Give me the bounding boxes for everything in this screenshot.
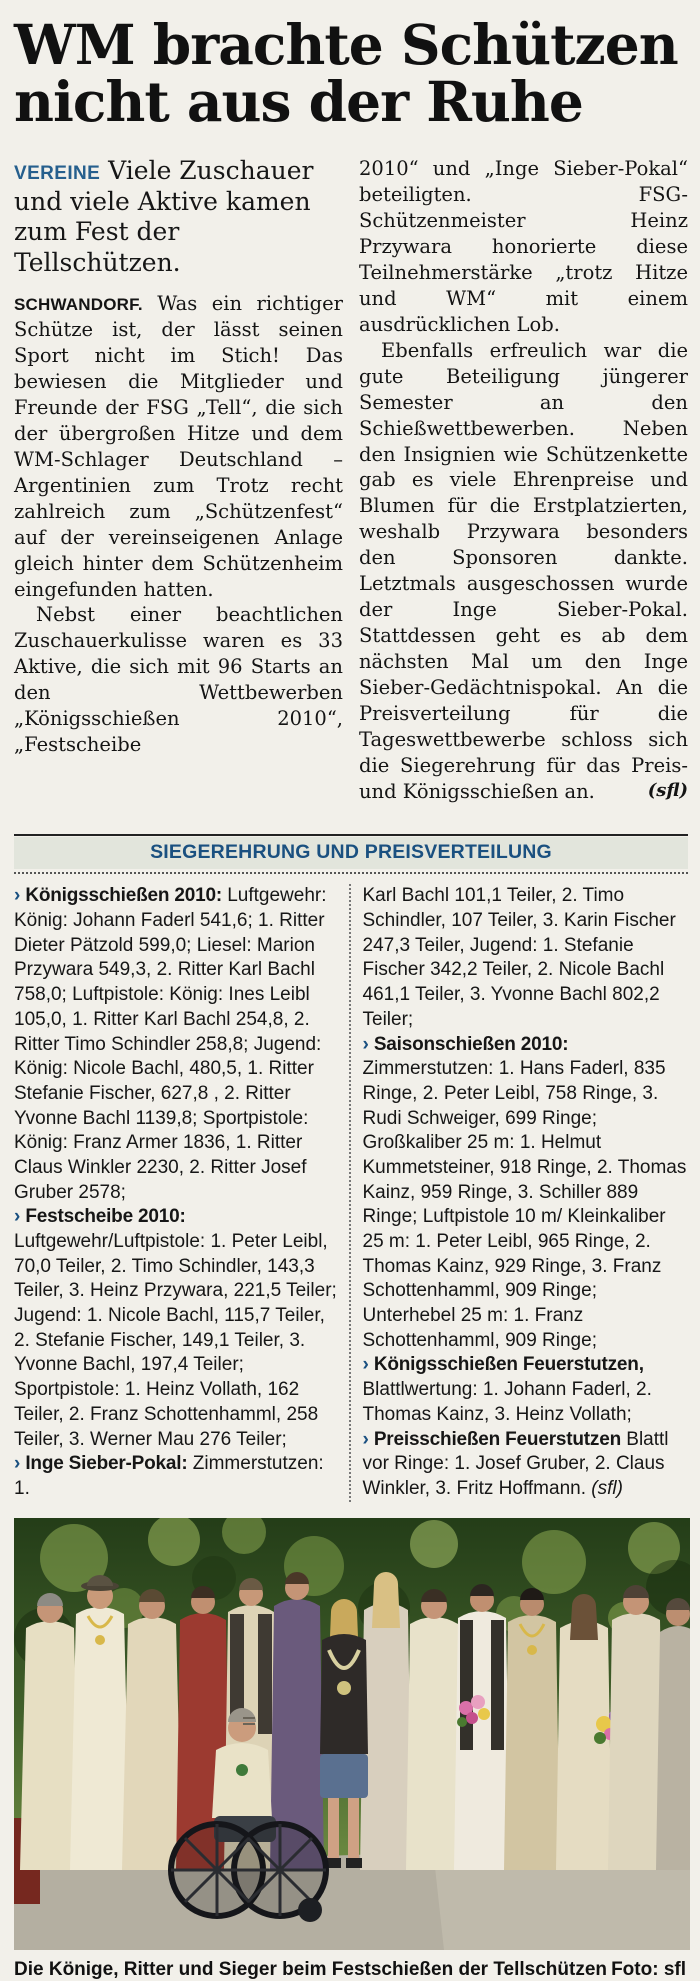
group-photo-illustration [14, 1518, 690, 1950]
result-label: Königsschießen 2010: [25, 885, 222, 907]
chevron-bullet-icon: › [14, 1453, 21, 1475]
article-column-right [359, 156, 688, 804]
result-entry [14, 884, 340, 1205]
result-text: Zimmerstutzen: 1. Hans Faderl, 835 Ringe, 2. Peter Leibl, 758 Ringe, 3. Rudi Schweiger, 699 Ringe; Großkaliber 25 m: 1. Helmut Kummetsteiner, 918 Ringe, 2. Thomas Kainz, 959 Ringe, 3. Schiller 889 Ringe; Luftpistole 10 m/ Kleinkaliber 25 m: 1. Peter Leibl, 965 Ringe, 2. Thomas Kainz, 929 Ringe, 3. Franz Schottenhamml, 909 Ringe; Unterhebel 25 m: 1. Franz Schottenhamml, 909 Ringe; [362, 1058, 687, 1351]
chevron-bullet-icon: › [362, 1033, 369, 1055]
person-figure [656, 1598, 690, 1870]
headline [14, 12, 688, 135]
paragraph-text: Was ein richtiger Schütze ist, der lässt seinen Sport nicht im Stich! Das bewiesen die Mitglieder und Freunde der FSG „Tell“, die sich der übergroßen Hitze und dem WM-Schlager Deutschland – Argentinien zum Trotz recht zahlreich zum „Schützenfest“ auf der vereinseigenen Anlage gleich hinter dem Schützenheim eingefunden hatten. [14, 292, 343, 601]
paragraph [14, 291, 343, 602]
headline-line1: WM brachte Schützen [14, 12, 678, 77]
article-body-right [359, 156, 688, 804]
result-text: Luftgewehr/Luftpistole: 1. Peter Leibl, 70,0 Teiler, 2. Timo Schindler, 143,3 Teiler, 3. Heinz Przywara, 221,5 Teiler; Jugend: 1. Nicole Bachl, 115,7 Teiler, 2. Stefanie Fischer, 149,1 Teiler, 3. Yvonne Bachl, 197,4 Teiler; Sportpistole: 1. Heinz Vollath, 162 Teiler, 2. Franz Schottenhamml, 258 Teiler, 3. Werner Mau 276 Teiler; [14, 1231, 337, 1450]
section-dotted-rule [14, 872, 688, 874]
result-entry [363, 1033, 689, 1354]
paragraph-text: Ebenfalls erfreulich war die gute Beteiligung jüngerer Semester an den Schießwettbewerben. Neben den Insignien wie Schützenkette gab es viele Ehrenpreise und Blumen für die Erstplatzierten, weshalb Przywara besonders den Sponsoren dankte. Letztmals ausgeschossen wurde der Inge Sieber-Pokal. Stattdessen geht es ab dem nächsten Mal um den Inge Sieber-Gedächtnispokal. An die Preisverteilung für die Tageswettbewerbe schloss sich die Siegerehrung für das Preis- und Königsschießen an. [359, 338, 688, 803]
section-title: SIEGEREHRUNG UND PREISVERTEILUNG [150, 841, 552, 864]
photo-caption: Die Könige, Ritter und Sieger beim Festschießen der Tellschützen [14, 1958, 607, 1980]
results-column-right [349, 884, 689, 1501]
result-text: Luftgewehr: König: Johann Faderl 541,6; 1. Ritter Dieter Pätzold 599,0; Liesel: Marion Przywara 549,3, 2. Ritter Karl Bachl 758,0; Luftpistole: König: Ines Leibl 105,0, 1. Ritter Karl Bachl 254,8, 2. Ritter Timo Schindler 258,8; Jugend: König: Nicole Bachl, 480,5, 1. Ritter Stefanie Fischer, 627,8 , 2. Ritter Yvonne Bachl 1139,8; Sportpistole: König: Franz Armer 1836, 1. Ritter Claus Winkler 2230, 2. Ritter Josef Gruber 2578; [14, 885, 327, 1203]
chevron-bullet-icon: › [362, 1354, 369, 1376]
article-columns [14, 156, 688, 804]
result-label: Inge Sieber-Pokal: [25, 1453, 188, 1475]
result-entry [14, 1205, 340, 1452]
results-column-left [14, 884, 349, 1501]
article-body-left [14, 291, 343, 758]
result-entry [14, 1452, 340, 1501]
person-figure [608, 1585, 664, 1870]
lead-paragraph [14, 156, 343, 278]
headline-line2: nicht aus der Ruhe [14, 69, 583, 135]
group-photo [14, 1518, 688, 1950]
article-column-left [14, 156, 343, 804]
results-section [14, 884, 688, 1501]
paragraph: Nebst einer beachtlichen Zuschauerkulisse waren es 33 Aktive, die sich mit 96 Starts an den Wettbewerben „Königsschießen 2010“, „Festscheibe [14, 603, 343, 757]
wheelchair [171, 1824, 326, 1922]
person-figure-hat [70, 1575, 130, 1870]
chevron-bullet-icon: › [14, 1206, 21, 1228]
paragraph [359, 338, 688, 805]
result-label: Saisonschießen 2010: [373, 1033, 569, 1055]
dateline: SCHWANDORF. [14, 295, 143, 315]
person-figure [122, 1589, 182, 1870]
lead-text: Viele Zuschauer und viele Aktive kamen zum Fest der Tellschützen. [14, 156, 314, 277]
result-label: Königsschießen Feuerstutzen, [373, 1354, 644, 1376]
paragraph: 2010“ und „Inge Sieber-Pokal“ beteiligten. FSG-Schützenmeister Heinz Przywara honorierte diese Teilnehmerstärke „trotz Hitze und WM“ mit einem ausdrücklichen Lob. [359, 157, 688, 336]
section-header-band [14, 837, 688, 869]
chevron-bullet-icon: › [362, 1428, 369, 1450]
person-figure [406, 1589, 462, 1870]
result-entry [363, 1353, 689, 1427]
photo-credit: Foto: sfl [611, 1958, 686, 1980]
result-text: Blattl vor Ringe: 1. Josef Gruber, 2. Claus Winkler, 3. Fritz Hoffmann. [362, 1428, 669, 1499]
section-top-rule [14, 834, 688, 836]
person-figure-blonde-woman [360, 1572, 412, 1870]
photo-caption-row [14, 1950, 688, 1981]
person-figure-chain [504, 1588, 560, 1870]
result-entry [363, 1428, 689, 1502]
result-text: Blattlwertung: 1. Johann Faderl, 2. Thomas Kainz, 3. Heinz Vollath; [362, 1379, 652, 1425]
result-label: Preisschießen Feuerstutzen [373, 1428, 621, 1450]
result-entry [363, 884, 689, 1032]
person-figure-bouquet [454, 1584, 510, 1870]
result-text: Zimmerstutzen: 1. [14, 1453, 324, 1499]
author-abbreviation: (sfl) [647, 779, 688, 801]
chevron-bullet-icon: › [14, 885, 21, 907]
kicker-label: VEREINE [14, 163, 101, 185]
result-label: Festscheibe 2010: [25, 1206, 186, 1228]
author-abbreviation: (sfl) [591, 1477, 623, 1499]
result-text: Karl Bachl 101,1 Teiler, 2. Timo Schindler, 107 Teiler, 3. Karin Fischer 247,3 Teiler, Jugend: 1. Stefanie Fischer 342,2 Teiler, 2. Nicole Bachl 461,1 Teiler, 3. Yvonne Bachl 802,2 Teiler; [362, 885, 676, 1030]
